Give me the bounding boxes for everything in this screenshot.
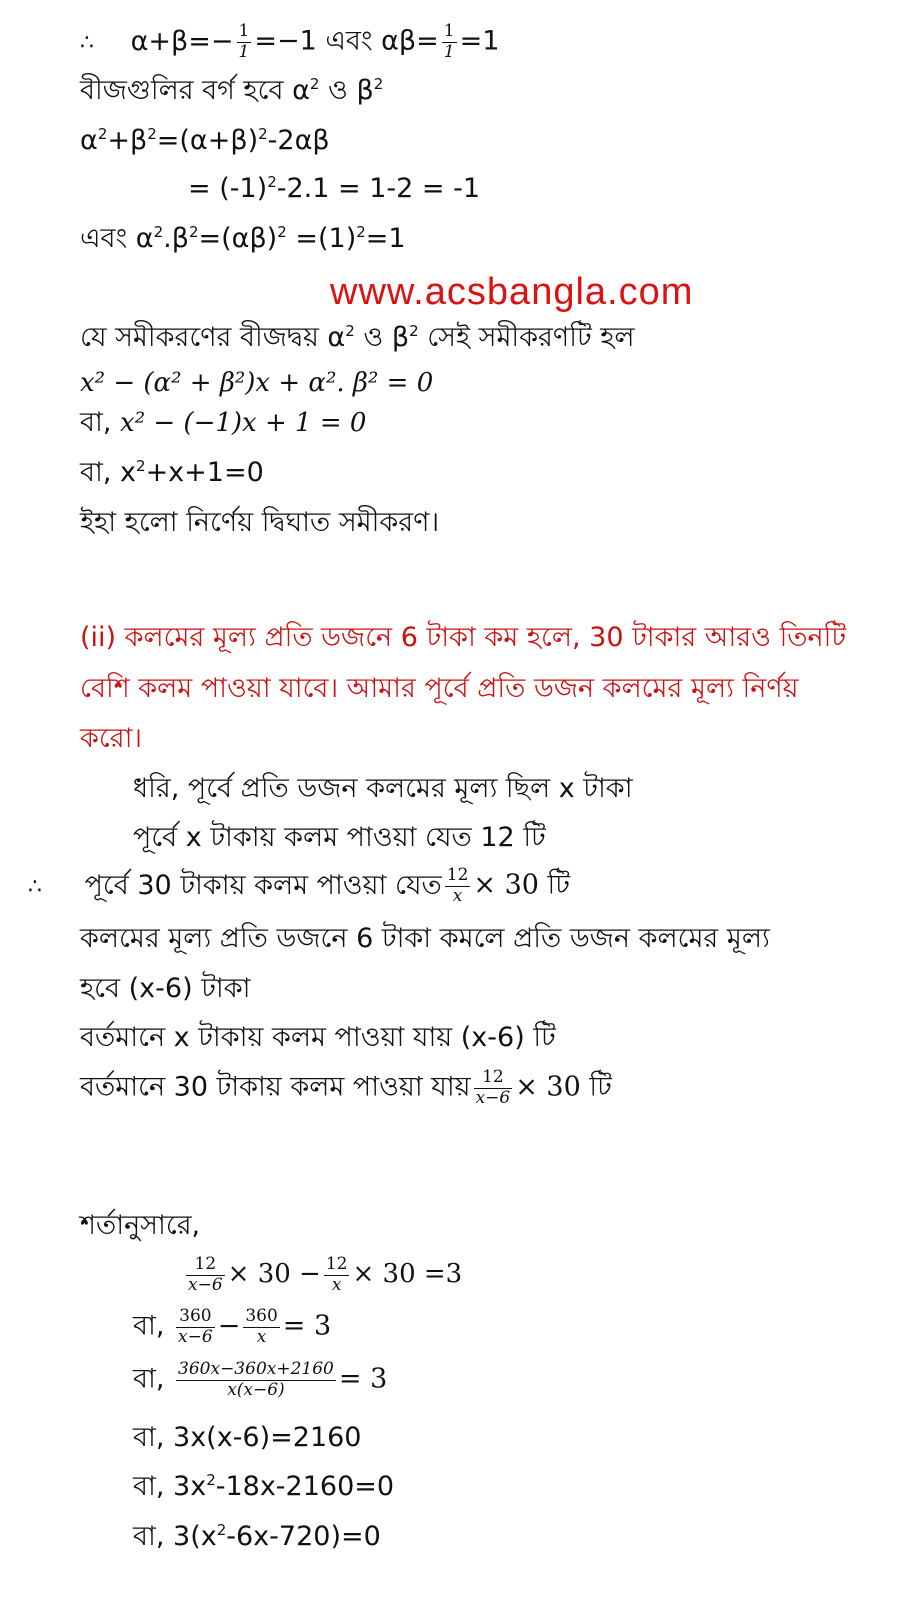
equation-condition: $\frac{12}{x-6}$ × 30 − $\frac{12}{x}$ × 30 =3 — [188, 1254, 463, 1295]
question-line-1: (ii) কলমের মূল্য প্রতি ডজনে 6 টাকা কম হলে, 30 টাকার আরও তিনটি — [80, 622, 847, 653]
solution-step-new-price: হবে (x-6) টাকা — [80, 973, 251, 1004]
equation-line-substituted: বা, x² − (−1)x + 1 = 0 — [80, 407, 367, 438]
equation-line-sum-product — [80, 22, 499, 62]
solution-step-previous-30: ∴ পূর্বে 30 টাকায় কলম পাওয়া যেত $\frac{12}{x}$ × 30 টি — [28, 865, 570, 906]
solution-step-price-drop: কলমের মূল্য প্রতি ডজনে 6 টাকা কমলে প্রতি ডজন কলমের মূল্য — [80, 923, 770, 954]
equation-step-4: বা, 3x(x-6)=2160 — [133, 1422, 362, 1453]
solution-step-current-30: বর্তমানে 30 টাকায় কলম পাওয়া যায় $\frac{12}{x-6}$ × 30 টি — [80, 1067, 612, 1108]
text-segment: =1 — [459, 25, 500, 57]
therefore-symbol: ∴ — [80, 30, 94, 56]
fraction: $\frac{360}{x}$ — [245, 1306, 278, 1347]
text-segment: α+β=− — [130, 25, 234, 57]
condition-label: শর্তানুসারে, — [80, 1210, 201, 1241]
equation-step-3: বা, $\frac{360x-360x+2160}{x(x-6)}$ = 3 — [133, 1359, 388, 1400]
fraction: $\frac{12}{x-6}$ — [188, 1254, 223, 1295]
text-line-equation-intro: যে সমীকরণের বীজদ্বয় $\alpha^2$ ও $\beta^2$ সেই সমীকরণটি হল — [80, 322, 635, 353]
watermark-url: www.acsbangla.com — [330, 271, 694, 313]
equation-line-product-squares: এবং $\alpha^2.\beta^2=(\alpha\beta)^2 =(1)^2=1$ — [80, 223, 406, 254]
equation-line-result: বা, $x^2+x+1=0$ — [80, 457, 264, 488]
text-line-conclusion: ইহা হলো নির্ণেয় দ্বিঘাত সমীকরণ। — [80, 507, 440, 538]
text-segment: =−1 এবং αβ= — [254, 25, 439, 57]
question-line-3: করো। — [80, 723, 143, 754]
fraction: $\frac{12}{x}$ — [446, 865, 469, 906]
equation-line-general-form: x² − (α² + β²)x + α². β² = 0 — [80, 368, 434, 398]
solution-step-current-count: বর্তমানে x টাকায় কলম পাওয়া যায় (x-6) টি — [80, 1022, 556, 1053]
fraction: $\frac{1}{1}$ — [238, 21, 250, 62]
equation-step-5: বা, $3x^2-18x-2160=0$ — [133, 1471, 395, 1502]
equation-line-evaluation: = $(-1)^2-2.1 = 1-2 = -1$ — [188, 173, 481, 204]
fraction: $\frac{360x-360x+2160}{x(x-6)}$ — [178, 1359, 334, 1400]
fraction: $\frac{12}{x}$ — [325, 1254, 348, 1295]
text-line-roots-squared: বীজগুলির বর্গ হবে $\alpha^2$ ও $\beta^2$ — [80, 75, 384, 106]
fraction: $\frac{1}{1}$ — [443, 21, 455, 62]
solution-assumption: ধরি, পূর্বে প্রতি ডজন কলমের মূল্য ছিল x টাকা — [133, 773, 633, 804]
fraction: $\frac{12}{x-6}$ — [475, 1067, 511, 1108]
equation-line-sum-squares: $\alpha^2+\beta^2=(\alpha+\beta)^2-2\alpha\beta$ — [80, 125, 330, 156]
question-line-2: বেশি কলম পাওয়া যাবে। আমার পূর্বে প্রতি ডজন কলমের মূল্য নির্ণয় — [80, 673, 799, 704]
fraction: $\frac{360}{x-6}$ — [178, 1306, 213, 1347]
therefore-symbol: ∴ — [28, 874, 42, 900]
equation-step-6: বা, $3(x^2-6x-720)=0$ — [133, 1521, 381, 1552]
solution-step-previous-count: পূর্বে x টাকায় কলম পাওয়া যেত 12 টি — [133, 822, 546, 853]
equation-step-2: বা, $\frac{360}{x-6}$ − $\frac{360}{x}$ = 3 — [133, 1306, 332, 1347]
